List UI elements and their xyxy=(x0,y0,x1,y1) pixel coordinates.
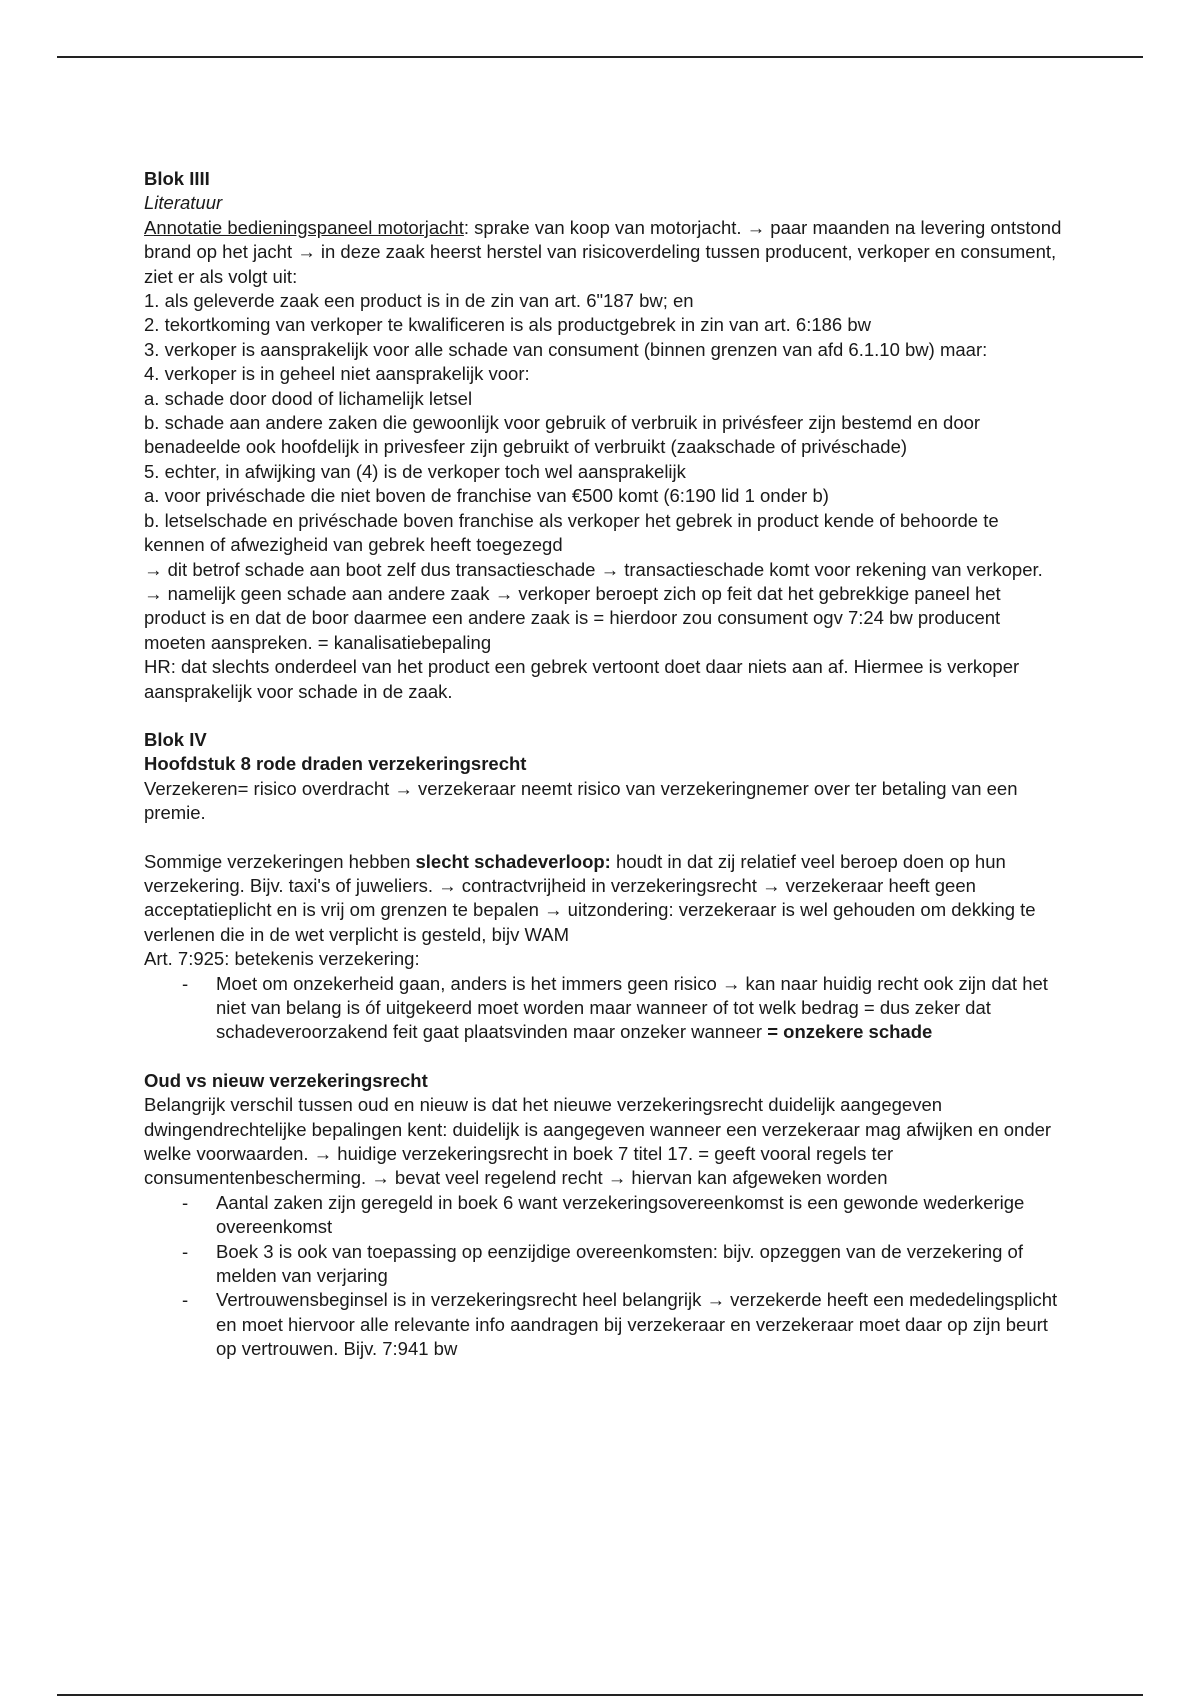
oud-nieuw-paragraph: Belangrijk verschil tussen oud en nieuw is dat het nieuwe verzekeringsrecht duidelijk aangegeven dwingendrechtelijke bepalingen kent: duidelijk is aangegeven wanneer een verzekeraar mag afwijken en onder welke voorwaarden. → huidige verzekeringsrecht in boek 7 titel 17. = geeft vooral regels ter consumentenbescherming. → bevat veel regelend recht → hiervan kan afgeweken worden xyxy=(144,1094,1052,1189)
text-line: b. schade aan andere zaken die gewoonlijk voor gebruik of verbruik in privésfeer zijn bestemd en door benadeelde ook hoofdelijk in privesfeer zijn gebruikt of verbruikt (zaakschade of privéschade) xyxy=(144,412,981,458)
page-content xyxy=(144,167,1064,1362)
header-rule xyxy=(57,56,1143,58)
text-line: 1. als geleverde zaak een product is in de zin van art. 6"187 bw; en xyxy=(144,290,694,312)
section-heading-blok-iv: Blok IV xyxy=(144,728,207,750)
bullet-marker: - xyxy=(182,1240,189,1262)
text-line: → dit betrof schade aan boot zelf dus transactieschade → transactieschade komt voor rekening van verkoper. → namelijk geen schade aan andere zaak → verkoper beroept zich op feit dat het gebrekkige paneel het product is en dat de boor daarmee een andere zaak is = hierdoor zou consument ogv 7:24 bw producent moeten aanspreken. = kanalisatiebepaling xyxy=(144,558,1043,653)
intro-paragraph xyxy=(144,216,1064,289)
section-heading-oud-vs-nieuw: Oud vs nieuw verzekeringsrecht xyxy=(144,1069,428,1091)
list-item: - Boek 3 is ook van toepassing op eenzijdige overeenkomsten: bijv. opzeggen van de verzekering of melden van verjaring xyxy=(182,1240,1023,1287)
bullet-list-blok-iv xyxy=(144,972,1064,1045)
text-line: 2. tekortkoming van verkoper te kwalificeren is als productgebrek in zin van art. 6:186 bw xyxy=(144,314,872,336)
text-line: a. voor privéschade die niet boven de franchise van €500 komt (6:190 lid 1 onder b) xyxy=(144,485,829,507)
definition-paragraph: Verzekeren= risico overdracht → verzekeraar neemt risico van verzekeringnemer over ter betaling van een premie. xyxy=(144,777,1018,824)
text-line: HR: dat slechts onderdeel van het product een gebrek vertoont doet daar niets aan af. Hiermee is verkoper aansprakelijk voor schade in de zaak. xyxy=(144,656,1020,702)
chapter-heading: Hoofdstuk 8 rode draden verzekeringsrecht xyxy=(144,753,527,775)
footer-rule xyxy=(57,1694,1143,1696)
annotation-title: Annotatie bedieningspaneel motorjacht xyxy=(144,216,464,238)
intro-text: : sprake van koop van motorjacht. → paar maanden na levering ontstond brand op het jacht → in deze zaak heerst herstel van risicoverdeling tussen producent, verkoper en consument, ziet er als volgt uit: xyxy=(144,216,1062,287)
bullet-list-oud-nieuw xyxy=(144,1191,1064,1362)
bullet-marker: - xyxy=(182,972,189,994)
bullet-marker: - xyxy=(182,1289,189,1311)
article-line: Art. 7:925: betekenis verzekering: xyxy=(144,948,420,970)
section-heading-blok-iiii: Blok IIII xyxy=(144,168,210,189)
list-item: - Vertrouwensbeginsel is in verzekeringsrecht heel belangrijk → verzekerde heeft een mededelingsplicht en moet hiervoor alle relevante info aandragen bij verzekeraar en verzekeraar moet daar op zijn beurt op vertrouwen. Bijv. 7:941 bw xyxy=(182,1289,1058,1360)
list-item: - Moet om onzekerheid gaan, anders is het immers geen risico → kan naar huidig recht ook zijn dat het niet van belang is óf uitgekeerd moet worden maar wanneer of tot welk bedrag = dus zeker dat schadeveroorzakend feit gaat plaatsvinden maar onzeker wanneer = onzekere schade xyxy=(182,972,1048,1043)
subheading-literatuur: Literatuur xyxy=(144,192,223,214)
text-line: a. schade door dood of lichamelijk letsel xyxy=(144,387,473,409)
schadeverloop-paragraph: Sommige verzekeringen hebben slecht schadeverloop: houdt in dat zij relatief veel beroep doen op hun verzekering. Bijv. taxi's of juweliers. → contractvrijheid in verzekeringsrecht → verzekeraar heeft geen acceptatieplicht en is vrij om grenzen te bepalen → uitzondering: verzekeraar is wel gehouden om dekking te verlenen die in de wet verplicht is gesteld, bijv WAM xyxy=(144,850,1036,945)
bullet-marker: - xyxy=(182,1191,189,1213)
list-item: - Aantal zaken zijn geregeld in boek 6 want verzekeringsovereenkomst is een gewonde wederkerige overeenkomst xyxy=(182,1191,1025,1238)
text-line: b. letselschade en privéschade boven franchise als verkoper het gebrek in product kende of behoorde te kennen of afwezigheid van gebrek heeft toegezegd xyxy=(144,509,999,556)
text-line: 5. echter, in afwijking van (4) is de verkoper toch wel aansprakelijk xyxy=(144,460,686,482)
bold-term: = onzekere schade xyxy=(767,1021,933,1043)
text-line: 3. verkoper is aansprakelijk voor alle schade van consument (binnen grenzen van afd 6.1.10 bw) maar: xyxy=(144,338,988,360)
bold-term: slecht schadeverloop: xyxy=(415,850,611,872)
text-line: 4. verkoper is in geheel niet aansprakelijk voor: xyxy=(144,363,530,385)
